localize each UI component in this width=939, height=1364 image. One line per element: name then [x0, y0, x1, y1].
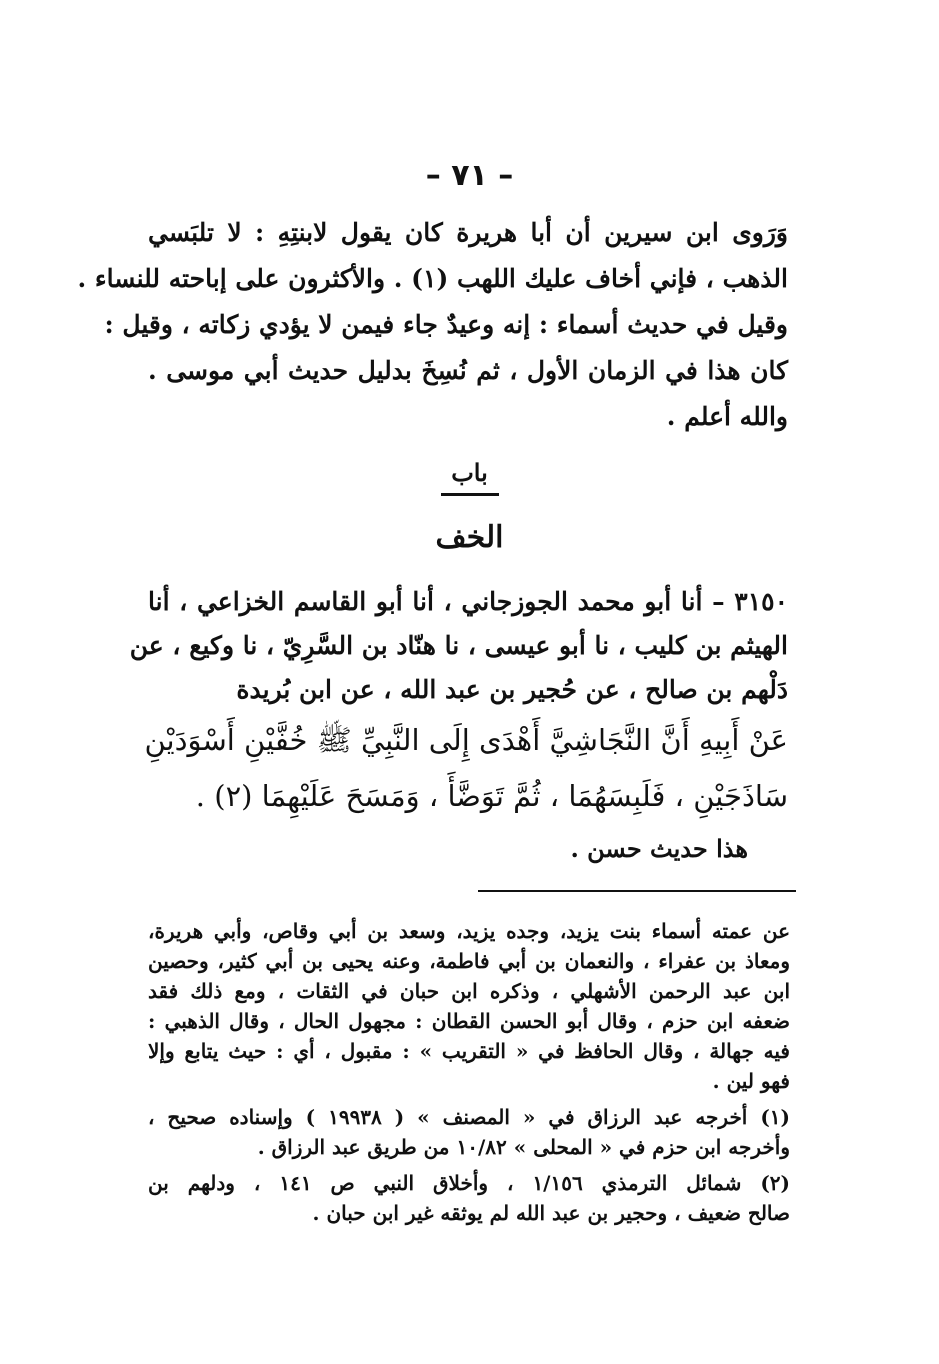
- hadith-grade: هذا حديث حسن .: [570, 834, 748, 863]
- footnote-line: فهو لين .: [712, 1069, 790, 1093]
- text-line: عَنْ أَبِيهِ أَنَّ النَّجَاشِيَّ أَهْدَى إِلَى النَّبِيِّ ﷺ خُفَّيْنِ أَسْوَدَيْنِ: [144, 723, 788, 757]
- text-line: الذهب ، فإني أخاف عليك اللهب (١) . والأكثرون على إباحته للنساء .: [77, 264, 788, 293]
- hadith-matn: [144, 712, 788, 824]
- chapter-underline: [441, 493, 499, 496]
- chapter-title: الخف: [435, 520, 504, 555]
- footnote-line: ضعفه ابن حزم ، وقال أبو الحسن القطان : مجهول الحال ، وقال الذهبي :: [148, 1009, 790, 1033]
- text-line: وَرَوى ابن سيرين أن أبا هريرة كان يقول لابنتِهِ : لا تلبَسي: [148, 218, 788, 247]
- footnote-1: [148, 1102, 790, 1162]
- hadith-isnad: [129, 580, 788, 712]
- paragraph-1: [77, 210, 788, 302]
- footnote-line: ومعاذ بن عفراء ، والنعمان بن أبي فاطمة، وعنه يحيى بن أبي كثير، وحصين: [148, 949, 790, 973]
- text-line: سَاذَجَيْنِ ، فَلَبِسَهُمَا ، ثُمَّ تَوَضَّأَ ، وَمَسَحَ عَلَيْهِمَا (٢) .: [195, 779, 788, 813]
- page-number: – ٧١ –: [425, 158, 514, 193]
- text-line: وقيل في حديث أسماء : إنه وعيدٌ جاء فيمن لا يؤدي زكاته ، وقيل :: [104, 310, 788, 339]
- chapter-label: [0, 458, 939, 496]
- text-line: والله أعلم .: [666, 402, 788, 431]
- paragraph-2: [104, 302, 788, 440]
- footnote-line: وأخرجه ابن حزم في « المحلى » ١٠/٨٢ من طريق عبد الرزاق .: [257, 1135, 790, 1159]
- footnote-2: [148, 1168, 790, 1228]
- footnote-line: عن عمته أسماء بنت يزيد، وجده يزيد، وسعد بن أبي وقاص، وأبي هريرة،: [148, 919, 790, 943]
- text-line: الهيثم بن كليب ، نا أبو عيسى ، نا هنّاد بن السَّرِيّ ، نا وكيع ، عن: [129, 631, 788, 660]
- footnotes: [148, 916, 790, 1228]
- footnote-separator: [478, 890, 796, 892]
- text-line: ٣١٥٠ – أنا أبو محمد الجوزجاني ، أنا أبو القاسم الخزاعي ، أنا: [148, 587, 788, 616]
- footnote-line: فيه جهالة ، وقال الحافظ في « التقريب » : مقبول ، أي : حيث يتابع وإلا: [148, 1039, 790, 1063]
- footnote-line: (٢) شمائل الترمذي ١/١٥٦ ، وأخلاق النبي ص ١٤١ ، ودلهم بن: [148, 1171, 790, 1195]
- text-line: كان هذا في الزمان الأول ، ثم نُسِخَ بدليل حديث أبي موسى .: [148, 356, 788, 385]
- footnote-continued: [148, 916, 790, 1096]
- footnote-line: ابن عبد الرحمن الأشهلي ، وذكره ابن حبان في الثقات ، ومع ذلك فقد: [148, 979, 791, 1003]
- chapter-label-text: باب: [451, 458, 488, 487]
- footnote-line: (١) أخرجه عبد الرزاق في « المصنف » ( ١٩٩٣٨ ) وإسناده صحيح ،: [148, 1105, 791, 1129]
- footnote-line: صالح ضعيف ، وحجير بن عبد الله لم يوثقه غير ابن حبان .: [312, 1201, 790, 1225]
- text-line: دَلْهم بن صالح ، عن حُجير بن عبد الله ، عن ابن بُريدة: [236, 675, 788, 704]
